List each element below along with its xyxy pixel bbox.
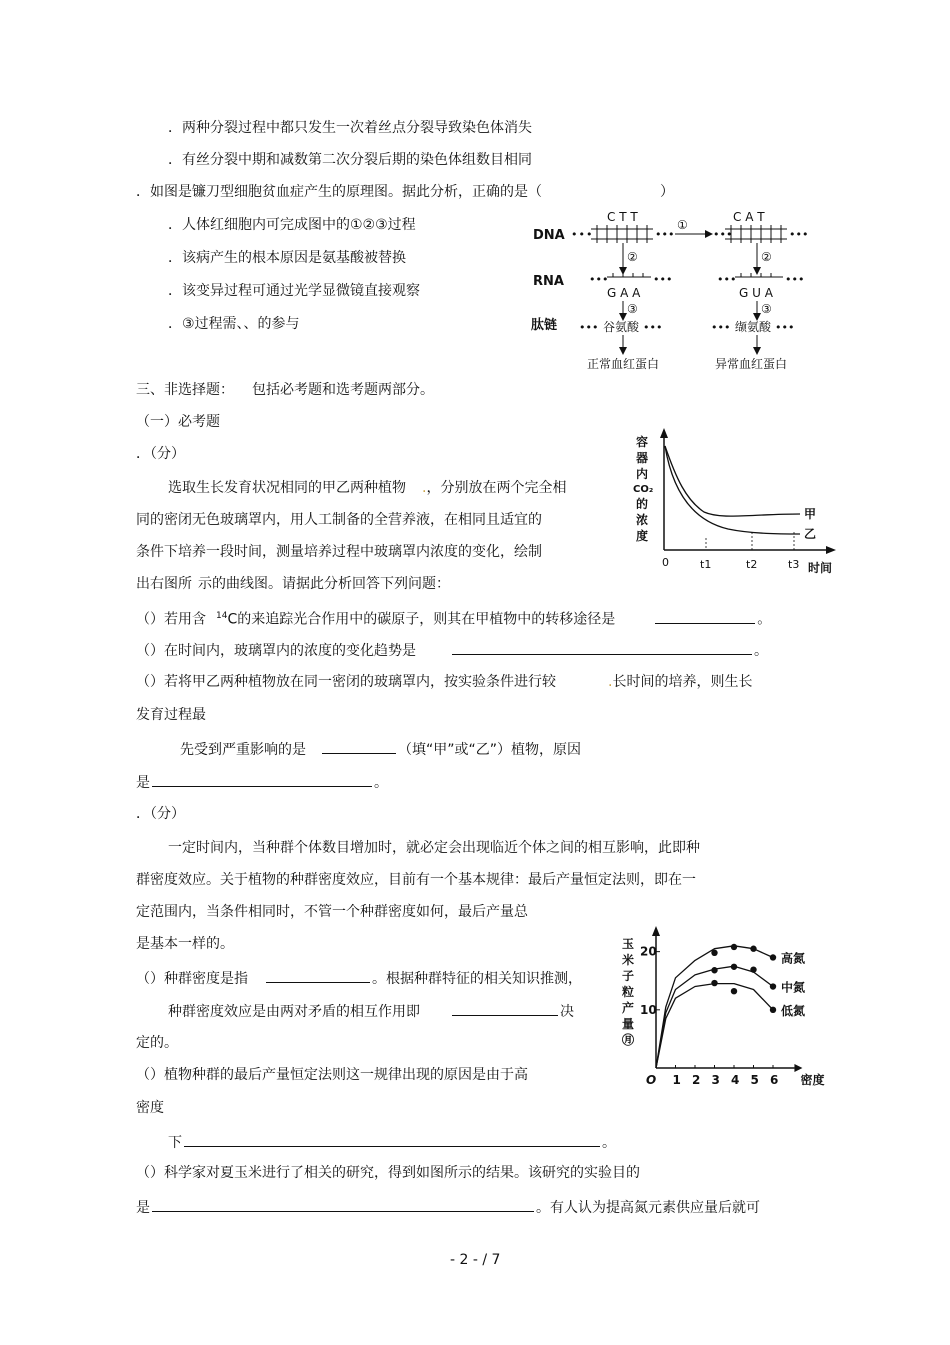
corn-series-label: 低氮 (781, 1003, 806, 1018)
sickle-cell-diagram (525, 205, 815, 375)
normal-step-3: ③ (627, 302, 638, 316)
plants-sub-2: （）在时间内，玻璃罩内的浓度的变化趋势是 。 (136, 639, 768, 661)
series-yi-curve (665, 446, 800, 534)
mutant-step-2: ② (761, 250, 772, 264)
density-sub-2-cont: 密度 (136, 1100, 164, 1116)
answer-blank-3[interactable] (322, 738, 396, 754)
corn-x-tick-label: 3 (711, 1073, 720, 1087)
density-sub-3: （）科学家对夏玉米进行了相关的研究，得到如图所示的结果。该研究的实验目的 (136, 1165, 640, 1181)
corn-ylabel-char: 粒 (622, 985, 635, 999)
svg-text:•••: ••• (589, 273, 609, 286)
sickle-question-stem: ．如图是镰刀型细胞贫血症产生的原理图。据此分析，正确的是（ ） (136, 184, 674, 200)
normal-dna-codon: C T T (607, 210, 638, 224)
corn-y-arrow (652, 926, 660, 936)
series-yi-label: 乙 (804, 527, 817, 541)
mutant-amino-acid: 缬氨酸 (735, 320, 772, 334)
section-3-heading: 三、非选择题： 包括必考题和选考题两部分。 (136, 382, 434, 398)
corn-ylabel-char: 产 (622, 1001, 635, 1015)
tick-t3: t3 (788, 558, 800, 571)
corn-ylabel-char: ㊊ (622, 1033, 635, 1047)
corn-origin: O (646, 1073, 657, 1087)
svg-text:•••: ••• (653, 273, 673, 286)
plants-para-4: 出右图所 示的曲线图。请据此分析回答下列问题： (136, 576, 450, 592)
corn-ylabel-char: 玉 (622, 937, 635, 951)
dna-dots-right: ••• (789, 228, 809, 241)
corn-point-低氮 (711, 980, 717, 986)
co2-origin: 0 (662, 556, 669, 569)
density-sub-1-cont: 种群密度效应是由两对矛盾的相互作用即 决 (168, 1000, 574, 1022)
corn-point-低氮 (731, 988, 737, 994)
density-sub-1-end: 定的。 (136, 1035, 178, 1051)
svg-text:•••: ••• (643, 321, 663, 334)
answer-blank-7[interactable] (184, 1131, 600, 1147)
corn-point-中氮 (770, 983, 776, 989)
svg-text:•••: ••• (775, 321, 795, 334)
density-para-1: 一定时间内，当种群个体数目增加时，就必定会出现临近个体之间的相互影响，此即种 (168, 840, 700, 856)
plants-para-1: 选取生长发育状况相同的甲乙两种植物 .，分别放在两个完全相 (168, 480, 567, 496)
plants-sub-1: （）若用含 $^{14}$C的来追踪光合作用中的碳原子，则其在甲植物中的转移途径是 。 (136, 606, 771, 630)
answer-blank-8[interactable] (152, 1196, 534, 1212)
corn-series-label: 中氮 (781, 980, 806, 995)
corn-ylabel-char: 量 (622, 1017, 635, 1031)
plants-para-2: 同的密闭无色玻璃罩内，用人工制备的全营养液，在相同且适宜的 (136, 512, 542, 528)
corn-x-arrow (794, 1064, 802, 1072)
plants-para-3: 条件下培养一段时间，测量培养过程中玻璃罩内浓度的变化，绘制 (136, 544, 542, 560)
answer-blank-4[interactable] (152, 771, 372, 787)
series-jia-label: 甲 (804, 507, 817, 521)
corn-point-高氮 (711, 950, 717, 956)
corn-point-高氮 (770, 954, 776, 960)
plants-sub-3-cont: 发育过程最 (136, 707, 206, 723)
svg-text:内: 内 (636, 467, 649, 481)
option-d-prev: ．有丝分裂中期和减数第二次分裂后期的染色体组数目相同 (168, 152, 532, 168)
tick-t1: t1 (700, 558, 712, 571)
corn-xlabel: 密度 (800, 1073, 825, 1087)
density-para-2: 群密度效应。关于植物的种群密度效应，目前有一个基本规律：最后产量恒定法则，即在一 (136, 872, 696, 888)
mutation-arrowhead (705, 230, 713, 238)
plants-sub-3-line: 先受到严重影响的是 （填“甲”或“乙”）植物，原因 (180, 738, 581, 760)
svg-text:•••: ••• (717, 273, 737, 286)
svg-text:CO₂: CO₂ (633, 484, 654, 495)
required-heading: （一）必考题 (136, 414, 220, 430)
page-number: - 2 - / 7 (450, 1252, 501, 1268)
sickle-option-c: ．该变异过程可通过光学显微镜直接观察 (168, 283, 420, 299)
corn-series-低氮 (656, 984, 773, 1068)
density-para-3: 定范围内，当条件相同时，不管一个种群密度如何，最后产量总 (136, 904, 528, 920)
corn-point-中氮 (711, 967, 717, 973)
normal-amino-acid: 谷氨酸 (603, 320, 640, 334)
density-sub-1: （）种群密度是指 。根据种群特征的相关知识推测， (136, 967, 582, 989)
corn-series-高氮 (656, 946, 773, 1068)
corn-yield-chart (616, 920, 826, 1092)
plants-sub-3-reason: 是 。 (136, 771, 388, 793)
corn-ylabel-char: 子 (622, 969, 635, 983)
plants-sub-3: （）若将甲乙两种植物放在同一密闭的玻璃罩内，按实验条件进行较 .长时间的培养，则生长 (136, 674, 753, 690)
mutant-step-3: ③ (761, 302, 772, 316)
svg-text:•••: ••• (579, 321, 599, 334)
answer-blank-1[interactable] (655, 608, 755, 624)
normal-hemoglobin-label: 正常血红蛋白 (587, 357, 660, 371)
corn-point-低氮 (770, 1007, 776, 1013)
sickle-option-b: ．该病产生的根本原因是氨基酸被替换 (168, 250, 406, 266)
normal-rna-codon: G A A (607, 286, 641, 300)
tick-t2: t2 (746, 558, 758, 571)
corn-y-tick-label: 10 (640, 1002, 657, 1017)
dna-rungs (597, 225, 647, 243)
corn-point-中氮 (750, 966, 756, 972)
answer-blank-6[interactable] (452, 1000, 558, 1016)
co2-concentration-chart (632, 428, 844, 580)
peptide-row-label: 肽链 (531, 318, 558, 333)
corn-series-label: 高氮 (781, 951, 806, 966)
plants-question-number: ．（分） (136, 446, 185, 462)
corn-x-tick-label: 5 (750, 1073, 759, 1087)
corn-x-tick-label: 1 (672, 1073, 681, 1087)
density-sub-3-cont: 是 。有人认为提高氮元素供应量后就可 (136, 1196, 760, 1218)
dna-row-label: DNA (533, 228, 565, 243)
corn-point-高氮 (750, 946, 756, 952)
option-c-prev: ．两种分裂过程中都只发生一次着丝点分裂导致染色体消失 (168, 120, 532, 136)
corn-x-tick-label: 2 (692, 1073, 701, 1087)
svg-text:容: 容 (636, 435, 649, 449)
dna-dots-mid: ••• (655, 228, 675, 241)
rna-row-label: RNA (533, 274, 564, 289)
svg-text:•••: ••• (785, 273, 805, 286)
corn-ylabel-char: 米 (622, 953, 635, 967)
svg-text:度: 度 (636, 529, 649, 543)
mutant-hemoglobin-label: 异常血红蛋白 (715, 357, 788, 371)
dna-dots-left: ••• (571, 228, 594, 241)
corn-x-tick-label: 4 (731, 1073, 740, 1087)
mutant-rna-codon: G U A (739, 286, 773, 300)
series-jia-curve (665, 446, 800, 516)
normal-step-2: ② (627, 250, 638, 264)
svg-text:的: 的 (636, 497, 649, 511)
density-sub-2: （）植物种群的最后产量恒定法则这一规律出现的原因是由于高 (136, 1067, 528, 1083)
svg-text:•••: ••• (711, 321, 731, 334)
answer-blank-5[interactable] (266, 967, 370, 983)
answer-blank-2[interactable] (452, 639, 752, 655)
svg-text:浓: 浓 (636, 513, 649, 527)
corn-y-tick-label: 20 (640, 944, 657, 959)
mutant-dna-codon: C A T (733, 210, 765, 224)
sickle-option-d: ．③过程需、、的参与 (168, 316, 300, 332)
density-question-number: ．（分） (136, 806, 185, 822)
co2-chart-ylabel (633, 434, 653, 543)
corn-point-中氮 (731, 964, 737, 970)
dna-dots-mid2: ••• (713, 228, 733, 241)
density-para-4: 是基本一样的。 (136, 936, 234, 952)
corn-point-高氮 (731, 944, 737, 950)
co2-xlabel: 时间 (808, 561, 833, 575)
sickle-option-a: ．人体红细胞内可完成图中的①②③过程 (168, 217, 416, 233)
corn-chart-ylabel (621, 936, 634, 1047)
step-1-label: ① (677, 218, 688, 232)
density-sub-2-line: 下 。 (168, 1131, 616, 1153)
svg-text:器: 器 (636, 451, 649, 465)
corn-x-tick-label: 6 (770, 1073, 779, 1087)
